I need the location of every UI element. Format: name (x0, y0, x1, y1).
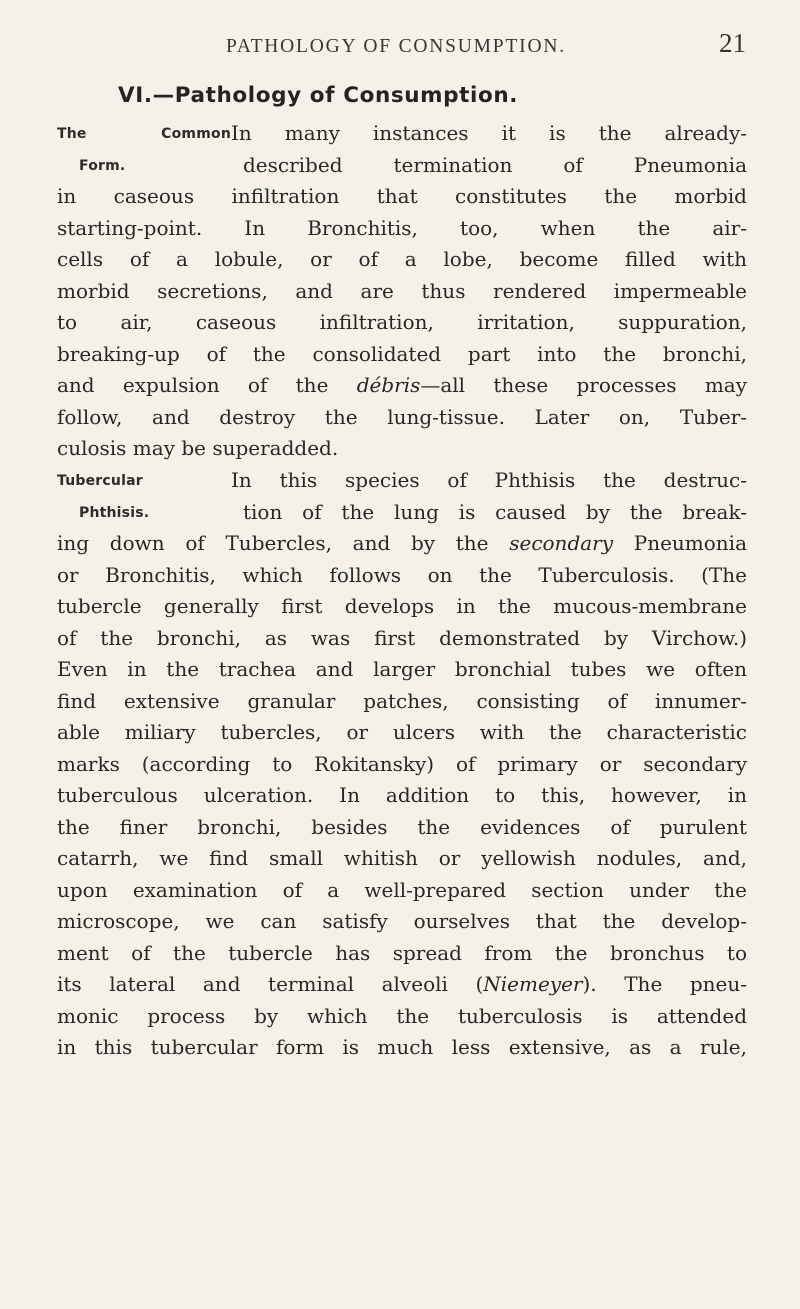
italic-term: secondary (509, 531, 614, 555)
running-head (226, 28, 746, 62)
text-line: tuberculous ulceration. In addition to this, however, in (57, 783, 747, 807)
text-line: marks (according to Rokitansky) of primary or secondary (57, 751, 747, 776)
text-line: upon examination of a well-prepared section under the (57, 877, 747, 902)
text-line: Tubercular In this species of Phthisis the destruc- (57, 465, 747, 497)
sidenote-line: The Common (57, 126, 231, 142)
text-line: tubercle generally first develops in the mucous-membrane (57, 594, 747, 618)
text-line: or Bronchitis, which follows on the Tuberculosis. (The (57, 562, 747, 587)
text-line: Even in the trachea and larger bronchial tubes we often (57, 657, 747, 681)
text-line: ment of the tubercle has spread from the bronchus to (57, 940, 747, 965)
text-line: The CommonIn many instances it is the already- (57, 118, 747, 150)
text-line: and expulsion of the débris—all these processes may (57, 373, 748, 397)
text-line: Phthisis. tion of the lung is caused by the break- (57, 497, 747, 529)
sidenote-line: Phthisis. (79, 504, 150, 521)
text-line: in this tubercular form is much less extensive, as a rule, (57, 1035, 747, 1059)
text-line: follow, and destroy the lung-tissue. Later on, Tuber- (57, 404, 747, 429)
text-line: ing down of Tubercles, and by the secondary Pneumonia (57, 531, 747, 555)
text-line: catarrh, we find small whitish or yellowish nodules, and, (57, 846, 747, 870)
sidenote-line: Form. (79, 157, 126, 174)
text-line: Form. described termination of Pneumonia (57, 150, 747, 182)
paragraph-tubercular-phthisis (57, 465, 747, 1064)
text-line: to air, caseous infiltration, irritation, suppuration, (57, 310, 747, 334)
text-line: breaking-up of the consolidated part into the bronchi, (57, 341, 747, 366)
section-heading: VI.—Pathology of Consumption. (118, 83, 519, 108)
text-line: microscope, we can satisfy ourselves that the develop- (57, 909, 747, 933)
text-line: monic process by which the tuberculosis is attended (57, 1003, 747, 1028)
paragraph-common-form (57, 118, 747, 465)
text-line: morbid secretions, and are thus rendered impermeable (57, 278, 747, 303)
text-line: starting-point. In Bronchitis, too, when the air- (57, 215, 747, 240)
text-line: able miliary tubercles, or ulcers with the characteristic (57, 720, 747, 744)
text-line: the finer bronchi, besides the evidences of purulent (57, 814, 747, 839)
italic-citation: Niemeyer (483, 972, 583, 996)
text-line: find extensive granular patches, consisting of innumer- (57, 688, 747, 713)
running-title: PATHOLOGY OF CONSUMPTION. (226, 36, 566, 57)
sidenote-line: Tubercular (57, 473, 143, 489)
text-line: culosis may be superadded. (57, 436, 339, 460)
text-line: in caseous infiltration that constitutes the morbid (57, 184, 747, 208)
italic-term: débris (356, 373, 421, 397)
page-number: 21 (719, 28, 746, 58)
text-line: its lateral and terminal alveoli (Niemeyer). The pneu- (57, 972, 747, 996)
text-line: cells of a lobule, or of a lobe, become filled with (57, 247, 747, 271)
text-line: of the bronchi, as was first demonstrated by Virchow.) (57, 625, 747, 650)
